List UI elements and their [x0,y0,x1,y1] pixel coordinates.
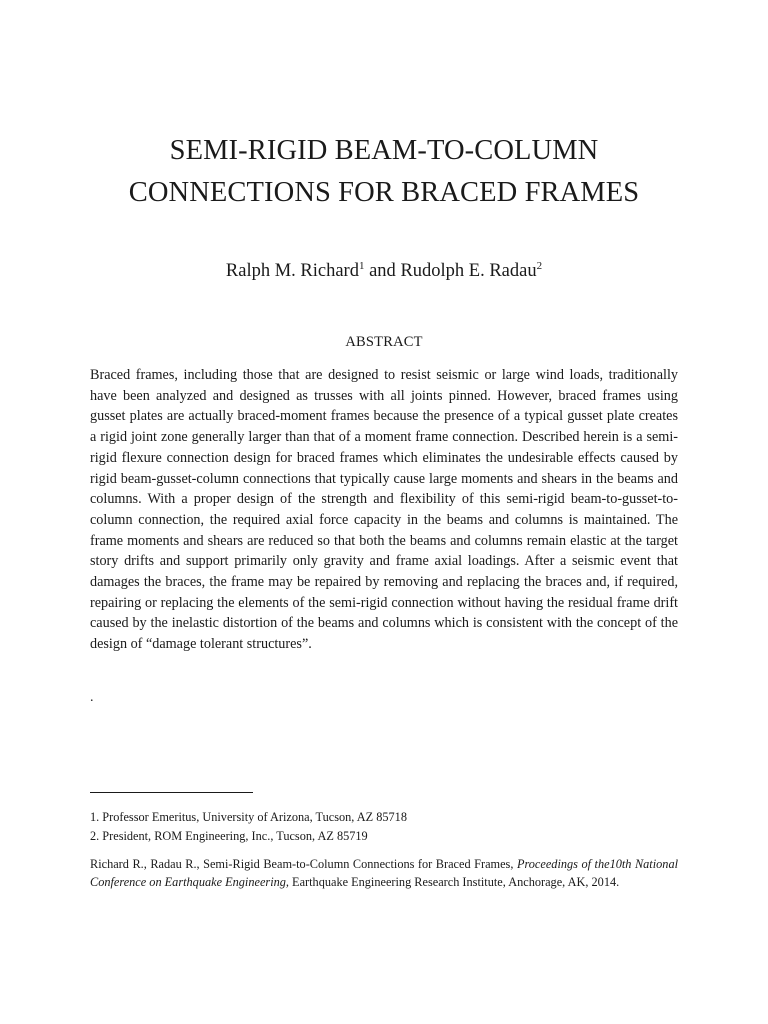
title-line-1: SEMI-RIGID BEAM-TO-COLUMN [169,135,599,166]
citation-venue: Proceedings of the10th National Conference on Earthquake Engineering, [90,857,679,890]
footnotes [90,808,678,845]
footnote-2: 2. President, ROM Engineering, Inc., Tucson, AZ 85719 [90,828,368,843]
author-line [60,258,708,284]
abstract-trailing-mark: . [90,690,94,705]
abstract-body: Braced frames, including those that are designed to resist seismic or large wind loads, traditionally have been analyzed and designed as trusses with all joints pinned. However, braced frames using gusset plates are actually braced-moment frames because the presence of a typical gusset plate creates a rigid joint zone generally larger than that of a moment frame connection. Described herein is a semi-rigid flexure connection design for braced frames which eliminates the undesirable effects caused by rigid beam-gusset-column connections that typically cause large moments and shears in the beams and columns. With a proper design of the strength and flexibility of this semi-rigid beam-to-gusset-to-column connection, the required axial force capacity in the beams and columns is maintained. The frame moments and shears are reduced so that both the beams and columns remain elastic at the target story drifts and support primarily only gravity and frame axial loadings. After a seismic event that damages the braces, the frame may be repaired by removing and replacing the braces and, if required, repairing or replacing the elements of the semi-rigid connection without having the residual frame drift caused by the inelastic distortion of the beams and columns which is consistent with the concept of the design of “damage tolerant structures”. [90,367,678,653]
author-2-footnote-mark: 2 [536,260,543,272]
paper-title [60,130,708,214]
citation [90,855,678,891]
abstract-heading: ABSTRACT [345,334,423,350]
title-line-2: CONNECTIONS FOR BRACED FRAMES [128,177,640,208]
author-1-name: Ralph M. Richard [225,261,359,281]
author-conjunction: and [364,261,401,281]
citation-lead: Richard R., Radau R., Semi-Rigid Beam-to-Column Connections for Braced Frames, [90,857,517,871]
author-2-name: Rudolph E. Radau [400,261,537,281]
footnote-divider [90,792,253,793]
citation-tail: Earthquake Engineering Research Institute, Anchorage, AK, 2014. [288,875,620,890]
author-1-footnote-mark: 1 [358,260,365,272]
footnote-1: 1. Professor Emeritus, University of Arizona, Tucson, AZ 85718 [90,810,407,824]
